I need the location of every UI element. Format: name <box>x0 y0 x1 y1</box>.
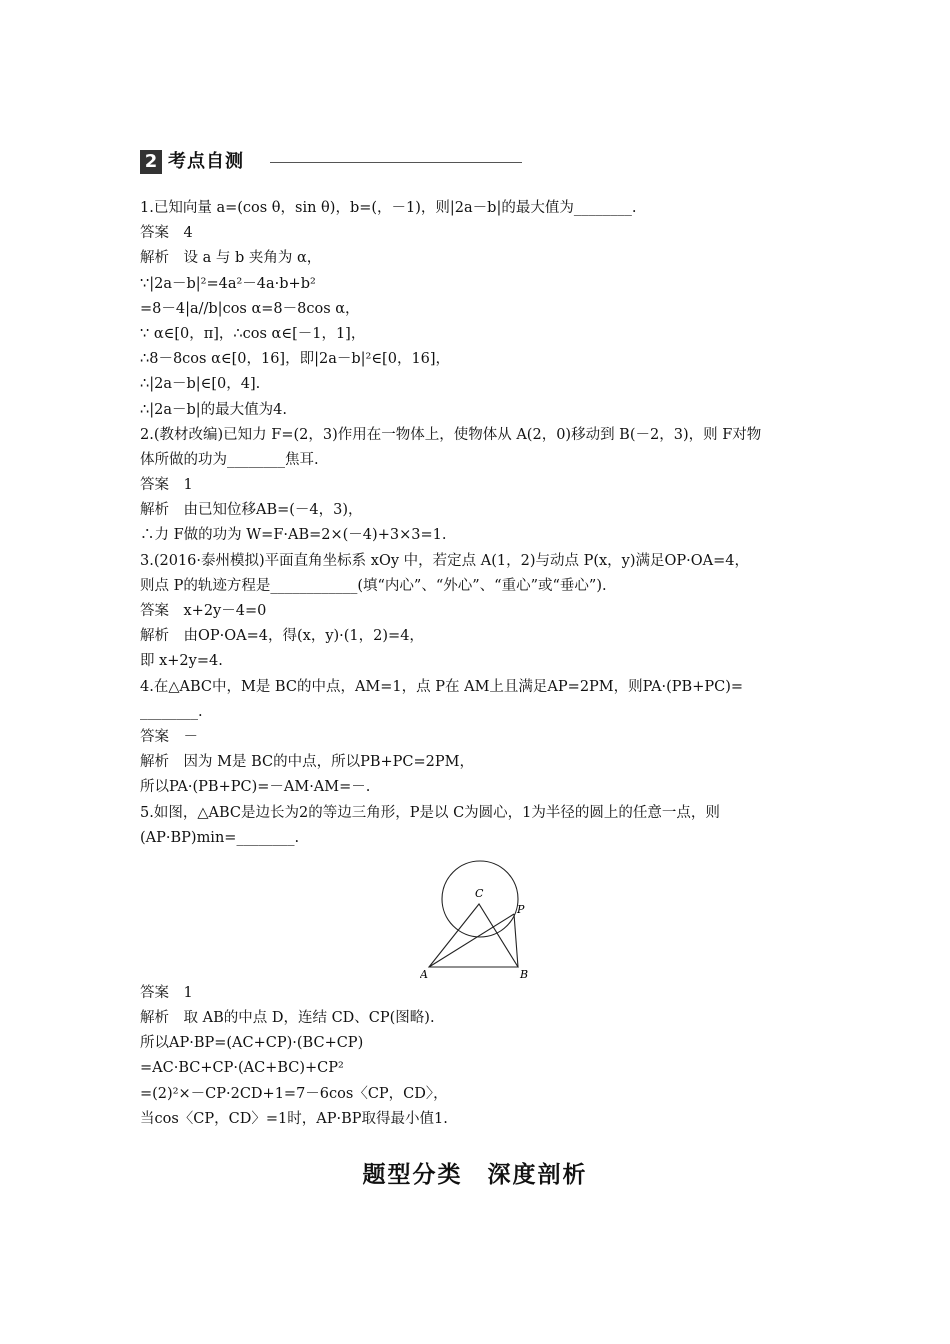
text-line: ∵|2a－b|²=4a²－4a·b+b² <box>140 275 316 292</box>
text-line: =AC·BC+CP·(AC+BC)+CP² <box>140 1060 344 1077</box>
text-line: 所以PA·(PB+PC)=－AM·AM=－. <box>140 779 371 796</box>
segment-bp <box>514 914 518 967</box>
text-line: =8－4|a//b|cos α=8－8cos α， <box>140 300 360 317</box>
text-line: 当cos〈CP，CD〉=1时，AP·BP取得最小值1. <box>140 1110 448 1127</box>
text-line: 解析 由OP·OA=4，得(x，y)·(1，2)=4， <box>140 628 424 645</box>
section-rule <box>270 162 522 163</box>
text-line: 1.已知向量 a=(cos θ，sin θ)，b=(，－1)，则|2a－b|的最大值为________. <box>140 200 637 216</box>
text-line: ∴|2a－b|的最大值为4. <box>140 401 287 418</box>
text-line: 2.(教材改编)已知力 F=(2，3)作用在一物体上，使物体从 A(2，0)移动到 B(－2，3)，则 F对物 <box>140 426 762 443</box>
text-line: ________. <box>140 703 203 720</box>
text-line: 答案 1 <box>140 477 193 494</box>
text-line: 答案 － <box>140 728 198 745</box>
label-a: A <box>420 967 428 981</box>
text-line: ∴8－8cos α∈[0，16]，即|2a－b|²∈[0，16]， <box>140 351 451 368</box>
text-line: 体所做的功为________焦耳. <box>140 451 319 468</box>
label-p: P <box>517 902 525 916</box>
footer-heading: 题型分类 深度剖析 <box>362 1162 588 1188</box>
section-number: 2 <box>140 150 162 174</box>
triangle-circle-diagram <box>420 857 540 981</box>
text-line: 答案 4 <box>140 225 193 242</box>
text-line: ∴|2a－b|∈[0，4]. <box>140 376 261 393</box>
text-line: 3.(2016·泰州模拟)平面直角坐标系 xOy 中，若定点 A(1，2)与动点 P(x，y)满足OP·OA=4， <box>140 552 750 569</box>
geometry-figure <box>140 857 812 981</box>
section-header <box>140 150 522 174</box>
text-line: 4.在△ABC中，M是 BC的中点，AM=1，点 P在 AM上且满足AP=2PM，则PA·(PB+PC)= <box>140 678 744 695</box>
label-b: B <box>520 967 529 981</box>
document-body <box>140 196 812 1132</box>
text-line: 所以AP·BP=(AC+CP)·(BC+CP) <box>140 1035 364 1052</box>
text-line: ∵ α∈[0，π]，∴cos α∈[－1，1]， <box>140 325 366 342</box>
text-line: 则点 P的轨迹方程是____________(填“内心”、“外心”、“重心”或“垂心”). <box>140 577 607 594</box>
text-line: =(2)²×－CP·2CD+1=7－6cos〈CP，CD〉， <box>140 1085 448 1102</box>
text-line: 解析 设 a 与 b 夹角为 α， <box>140 250 322 267</box>
text-line: 解析 取 AB的中点 D，连结 CD、CP(图略). <box>140 1010 435 1027</box>
text-line: 答案 x+2y－4=0 <box>140 603 267 619</box>
text-line: 即 x+2y=4. <box>140 653 223 670</box>
text-line: (AP·BP)min=________. <box>140 829 300 846</box>
text-line: 答案 1 <box>140 984 193 1001</box>
text-line: 解析 由已知位移AB=(－4，3)， <box>140 502 363 519</box>
text-line: 解析 因为 M是 BC的中点，所以PB+PC=2PM， <box>140 754 474 771</box>
section-title: 考点自测 <box>168 151 244 172</box>
triangle-abc <box>429 904 518 967</box>
text-line: 5.如图，△ABC是边长为2的等边三角形，P是以 C为圆心，1为半径的圆上的任意一点，则 <box>140 804 720 821</box>
text-line: ∴力 F做的功为 W=F·AB=2×(－4)+3×3=1. <box>140 527 447 544</box>
label-c: C <box>475 886 484 900</box>
